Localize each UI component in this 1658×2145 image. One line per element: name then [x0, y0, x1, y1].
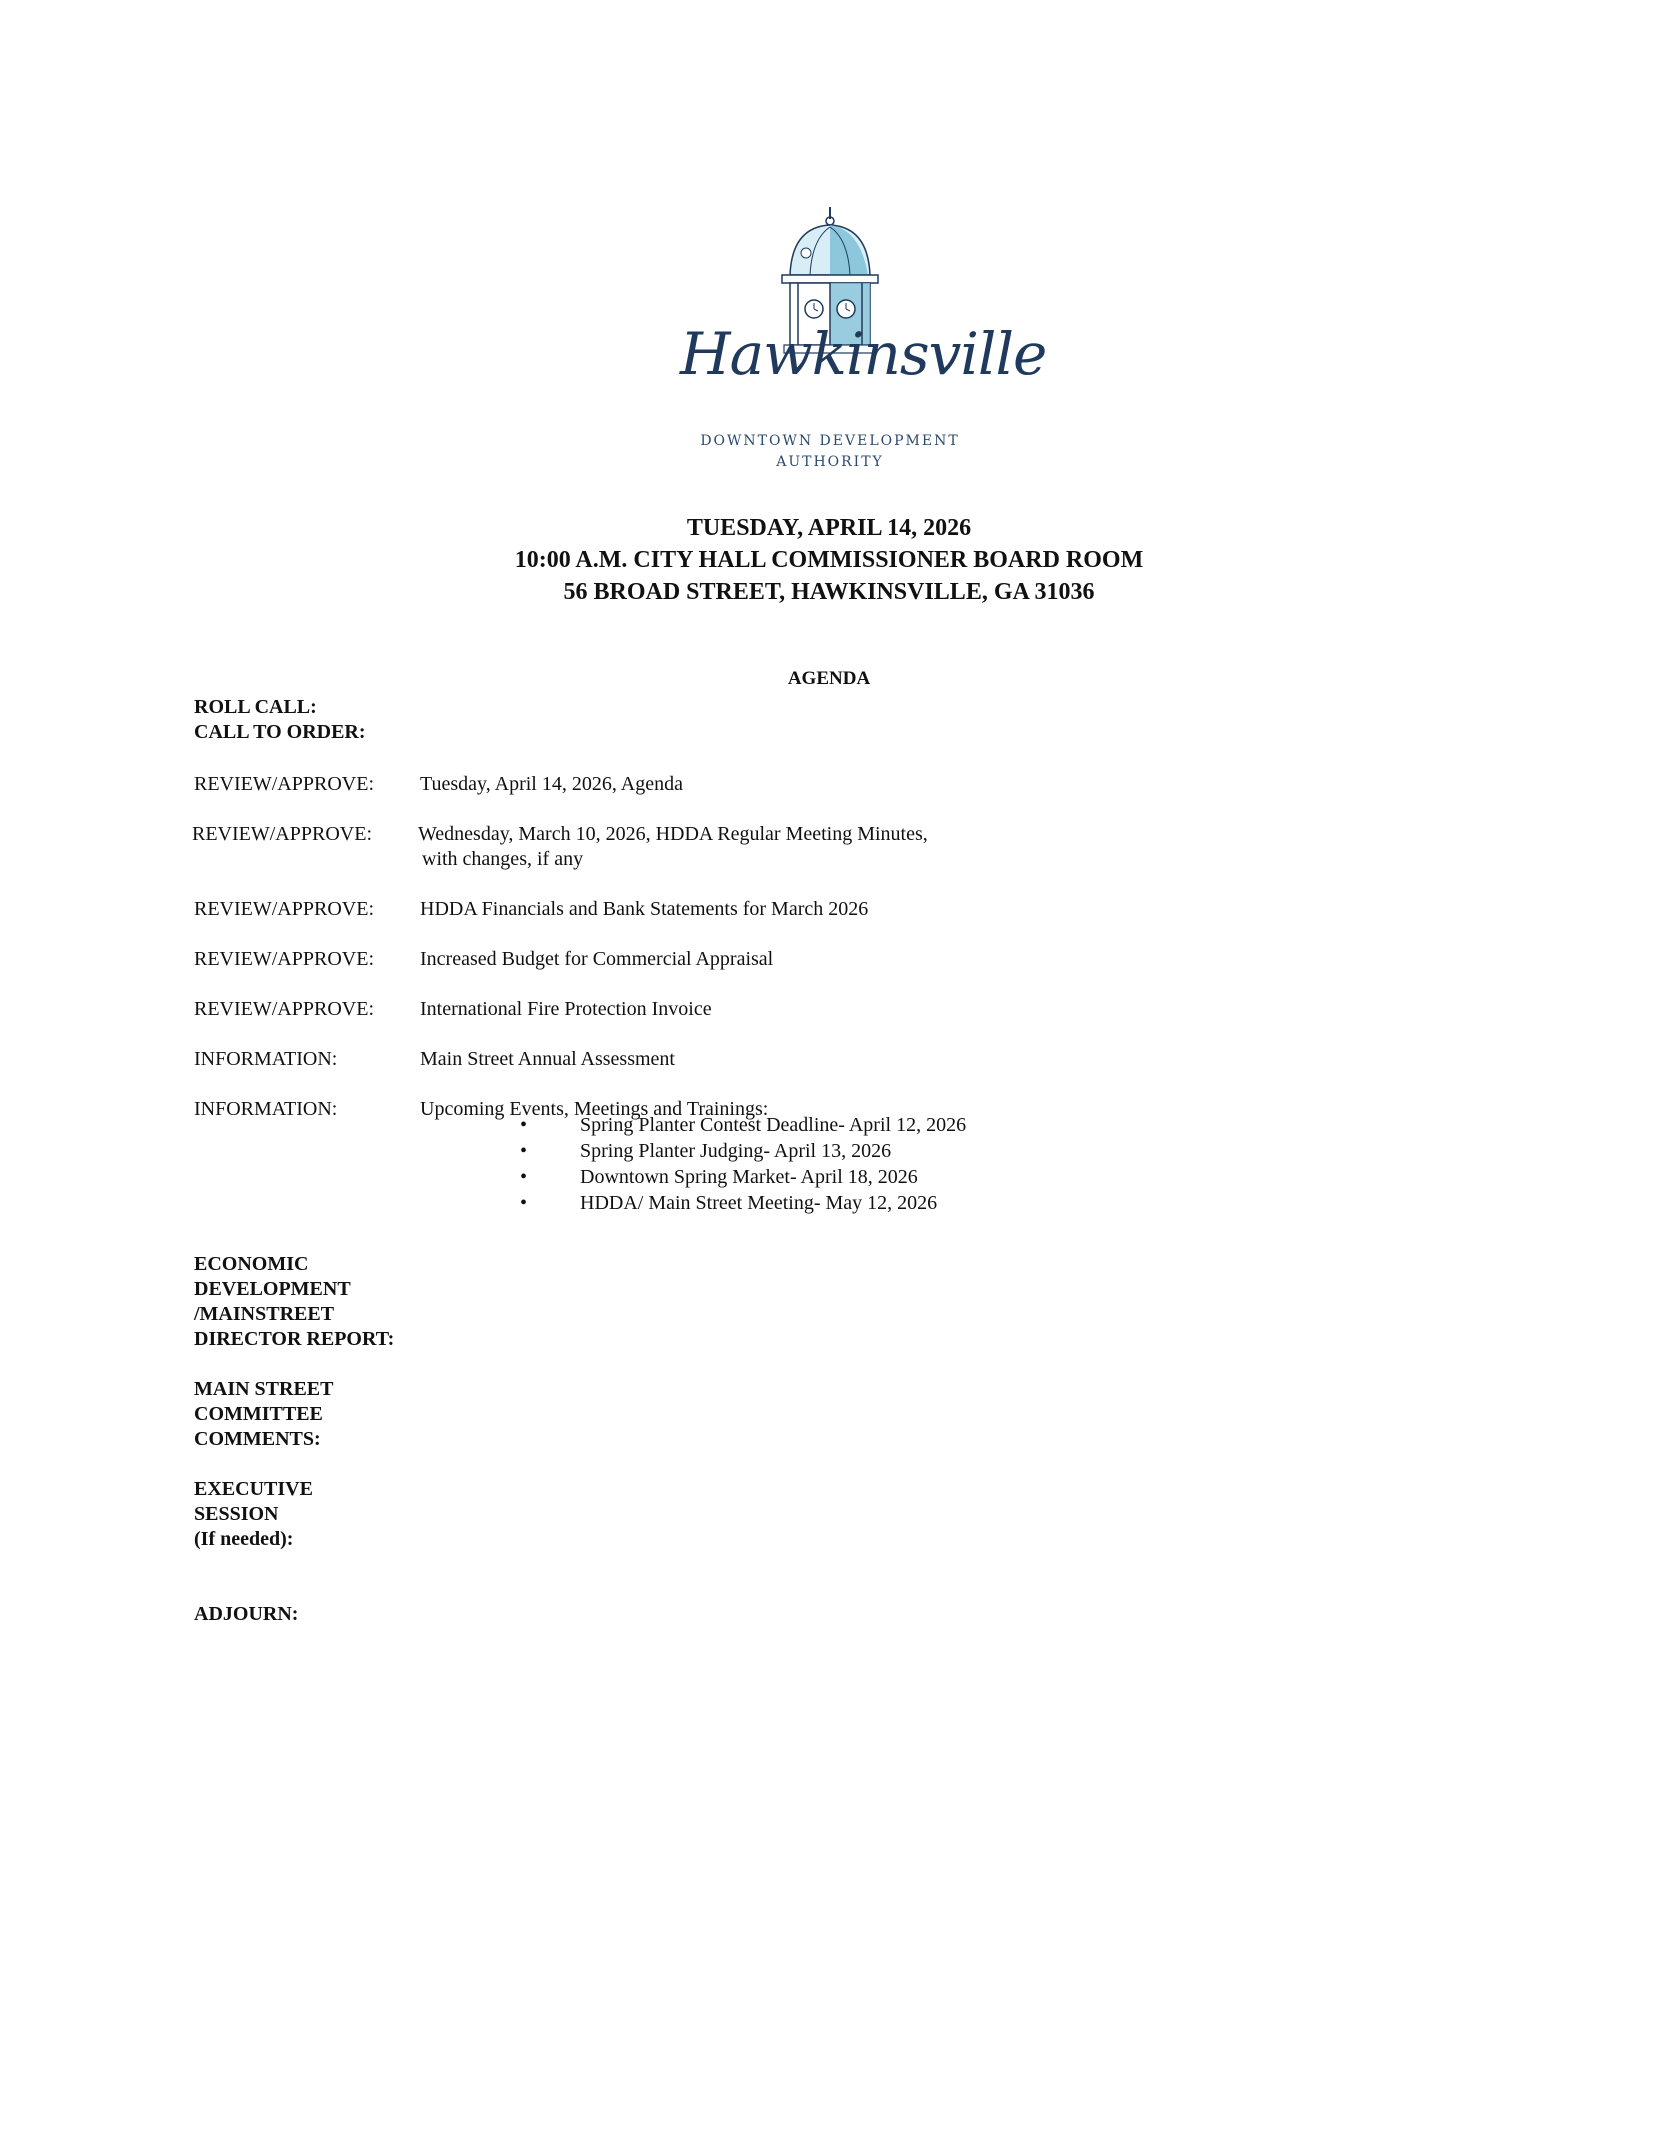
agenda-item-label: INFORMATION:	[194, 1048, 338, 1070]
logo-subtitle: AUTHORITY	[776, 454, 884, 470]
agenda-item-label: REVIEW/APPROVE:	[194, 998, 374, 1020]
section-line: COMMITTEE	[194, 1403, 323, 1425]
agenda-title: AGENDA	[787, 668, 871, 689]
executive-section	[194, 1477, 313, 1552]
call-to-order-label: CALL TO ORDER:	[194, 721, 366, 743]
agenda-item-text: Main Street Annual Assessment	[420, 1048, 675, 1070]
bullet-icon: •	[520, 1166, 528, 1188]
committee-section	[194, 1377, 333, 1452]
logo-subtitle: DOWNTOWN DEVELOPMENT	[700, 433, 960, 449]
agenda-item-text: HDDA Financials and Bank Statements for March 2026	[420, 898, 869, 920]
event-text: Spring Planter Judging- April 13, 2026	[580, 1140, 892, 1162]
logo-script-text: Hawkinsville	[680, 320, 1047, 388]
bullet-icon: •	[520, 1114, 528, 1136]
section-line: MAIN STREET	[194, 1378, 334, 1400]
meeting-header	[0, 512, 1658, 608]
section-line: ECONOMIC	[194, 1253, 309, 1275]
bullet-icon: •	[520, 1140, 528, 1162]
agenda-item-label: REVIEW/APPROVE:	[194, 948, 374, 970]
adjourn-label: ADJOURN:	[194, 1603, 299, 1625]
section-line: DIRECTOR REPORT:	[194, 1328, 395, 1350]
event-text: Downtown Spring Market- April 18, 2026	[580, 1166, 918, 1188]
meeting-time-location: 10:00 A.M. CITY HALL COMMISSIONER BOARD ROOM	[514, 547, 1144, 573]
hdda-logo	[680, 205, 1047, 475]
agenda-item-label: REVIEW/APPROVE:	[192, 823, 372, 845]
event-text: Spring Planter Contest Deadline- April 12, 2026	[580, 1114, 967, 1136]
section-line: COMMENTS:	[194, 1428, 321, 1450]
agenda-item-text: Upcoming Events, Meetings and Trainings:	[420, 1098, 769, 1120]
section-line: SESSION	[194, 1503, 279, 1525]
agenda-item-text: International Fire Protection Invoice	[420, 998, 712, 1020]
meeting-date: TUESDAY, APRIL 14, 2026	[686, 515, 972, 541]
agenda-item-label: REVIEW/APPROVE:	[194, 773, 374, 795]
econ-dev-section	[194, 1252, 394, 1352]
section-line: DEVELOPMENT	[194, 1278, 351, 1300]
section-line: (If needed):	[194, 1528, 294, 1550]
roll-call-label: ROLL CALL:	[194, 696, 317, 718]
bullet-icon: •	[520, 1192, 528, 1214]
agenda-item-text-continued: with changes, if any	[422, 848, 584, 870]
agenda-item-text: Wednesday, March 10, 2026, HDDA Regular Meeting Minutes,	[418, 823, 928, 845]
agenda-item-text: Tuesday, April 14, 2026, Agenda	[420, 773, 683, 795]
meeting-address: 56 BROAD STREET, HAWKINSVILLE, GA 31036	[563, 579, 1095, 605]
section-line: EXECUTIVE	[194, 1478, 313, 1500]
section-line: /MAINSTREET	[194, 1303, 335, 1325]
agenda-item-label: REVIEW/APPROVE:	[194, 898, 374, 920]
agenda-item-text: Increased Budget for Commercial Appraisal	[420, 948, 774, 970]
event-text: HDDA/ Main Street Meeting- May 12, 2026	[580, 1192, 938, 1214]
agenda-item-label: INFORMATION:	[194, 1098, 338, 1120]
